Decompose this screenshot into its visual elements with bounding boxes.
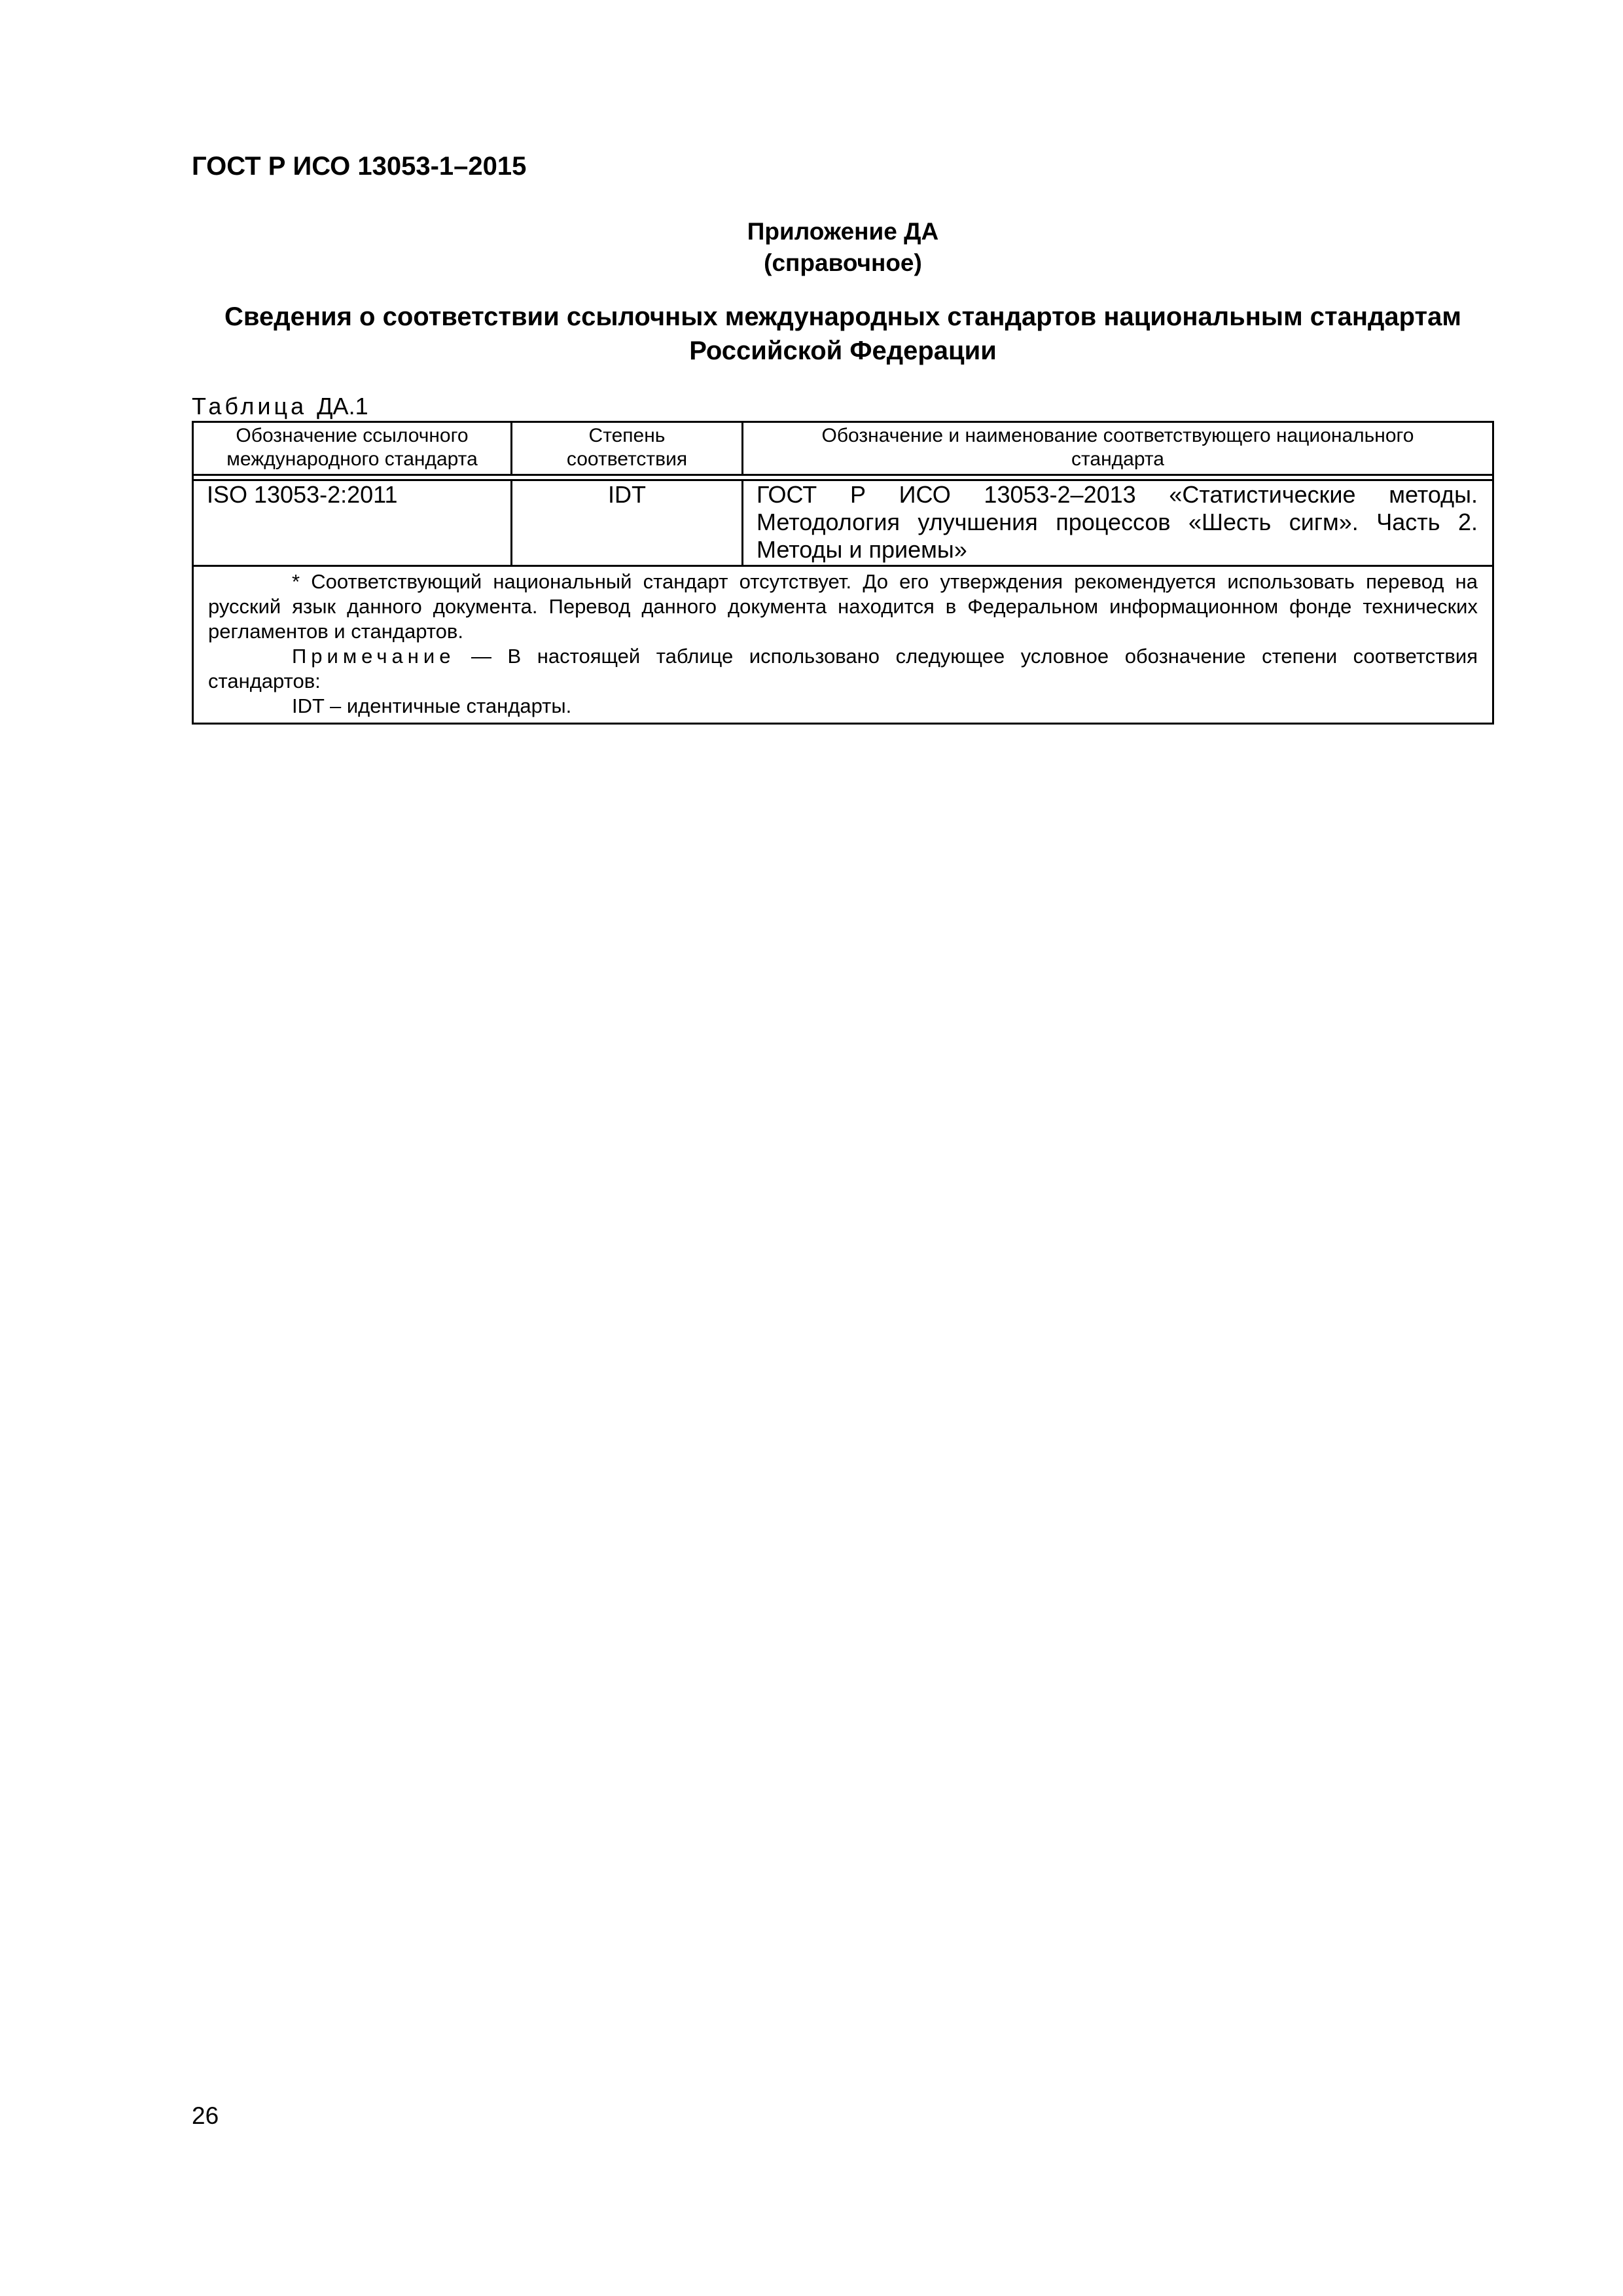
column-header-national-line-1: Обозначение и наименование соответствующего национального [821, 425, 1414, 446]
cell-reference-standard: ISO 13053-2:2011 [194, 481, 512, 565]
reference-table [192, 421, 1494, 725]
page-number: 26 [192, 2102, 219, 2129]
appendix-heading [192, 216, 1494, 279]
column-header-degree-line-2: соответствия [566, 448, 688, 470]
table-footnote: * Соответствующий национальный стандарт отсутствует. До его утверждения рекомендуется использовать перевод на русский язык данного документа. Перевод данного документа находится в Федеральном информационном фонде технических регламентов и стандартов. [208, 570, 1478, 643]
column-header-national-line-2: стандарта [1071, 448, 1164, 470]
note-text: — В настоящей таблице использовано следующее условное обозначение степени соответствия стандартов: [208, 645, 1478, 692]
table-note [208, 644, 1478, 694]
table-caption [192, 393, 368, 420]
column-header-reference [194, 423, 512, 474]
cell-national-standard: ГОСТ Р ИСО 13053-2–2013 «Статистические методы. Методология улучшения процессов «Шесть сигм». Часть 2. Методы и приемы» [757, 481, 1478, 563]
column-header-reference-line-2: международного стандарта [226, 448, 478, 470]
document-code: ГОСТ Р ИСО 13053-1–2015 [192, 152, 527, 181]
table-notes [194, 567, 1492, 723]
table-caption-id: ДА.1 [317, 393, 368, 420]
column-header-degree-line-1: Степень [588, 425, 666, 446]
appendix-title: Приложение ДА [747, 218, 939, 245]
table-header-row [194, 423, 1492, 476]
column-header-national [743, 423, 1492, 474]
column-header-degree [512, 423, 743, 474]
note-label: Примечание [292, 645, 455, 668]
table-row [194, 479, 1492, 567]
section-title-line-1: Сведения о соответствии ссылочных международных стандартов национальным стандартам [224, 302, 1461, 331]
section-title-line-2: Российской Федерации [689, 336, 997, 365]
column-header-reference-line-1: Обозначение ссылочного [236, 425, 469, 446]
note-legend: IDT – идентичные стандарты. [292, 694, 572, 717]
section-title [192, 300, 1494, 368]
cell-degree: IDT [512, 481, 743, 565]
table-caption-word: Таблица [192, 393, 308, 420]
appendix-kind: (справочное) [764, 249, 922, 276]
